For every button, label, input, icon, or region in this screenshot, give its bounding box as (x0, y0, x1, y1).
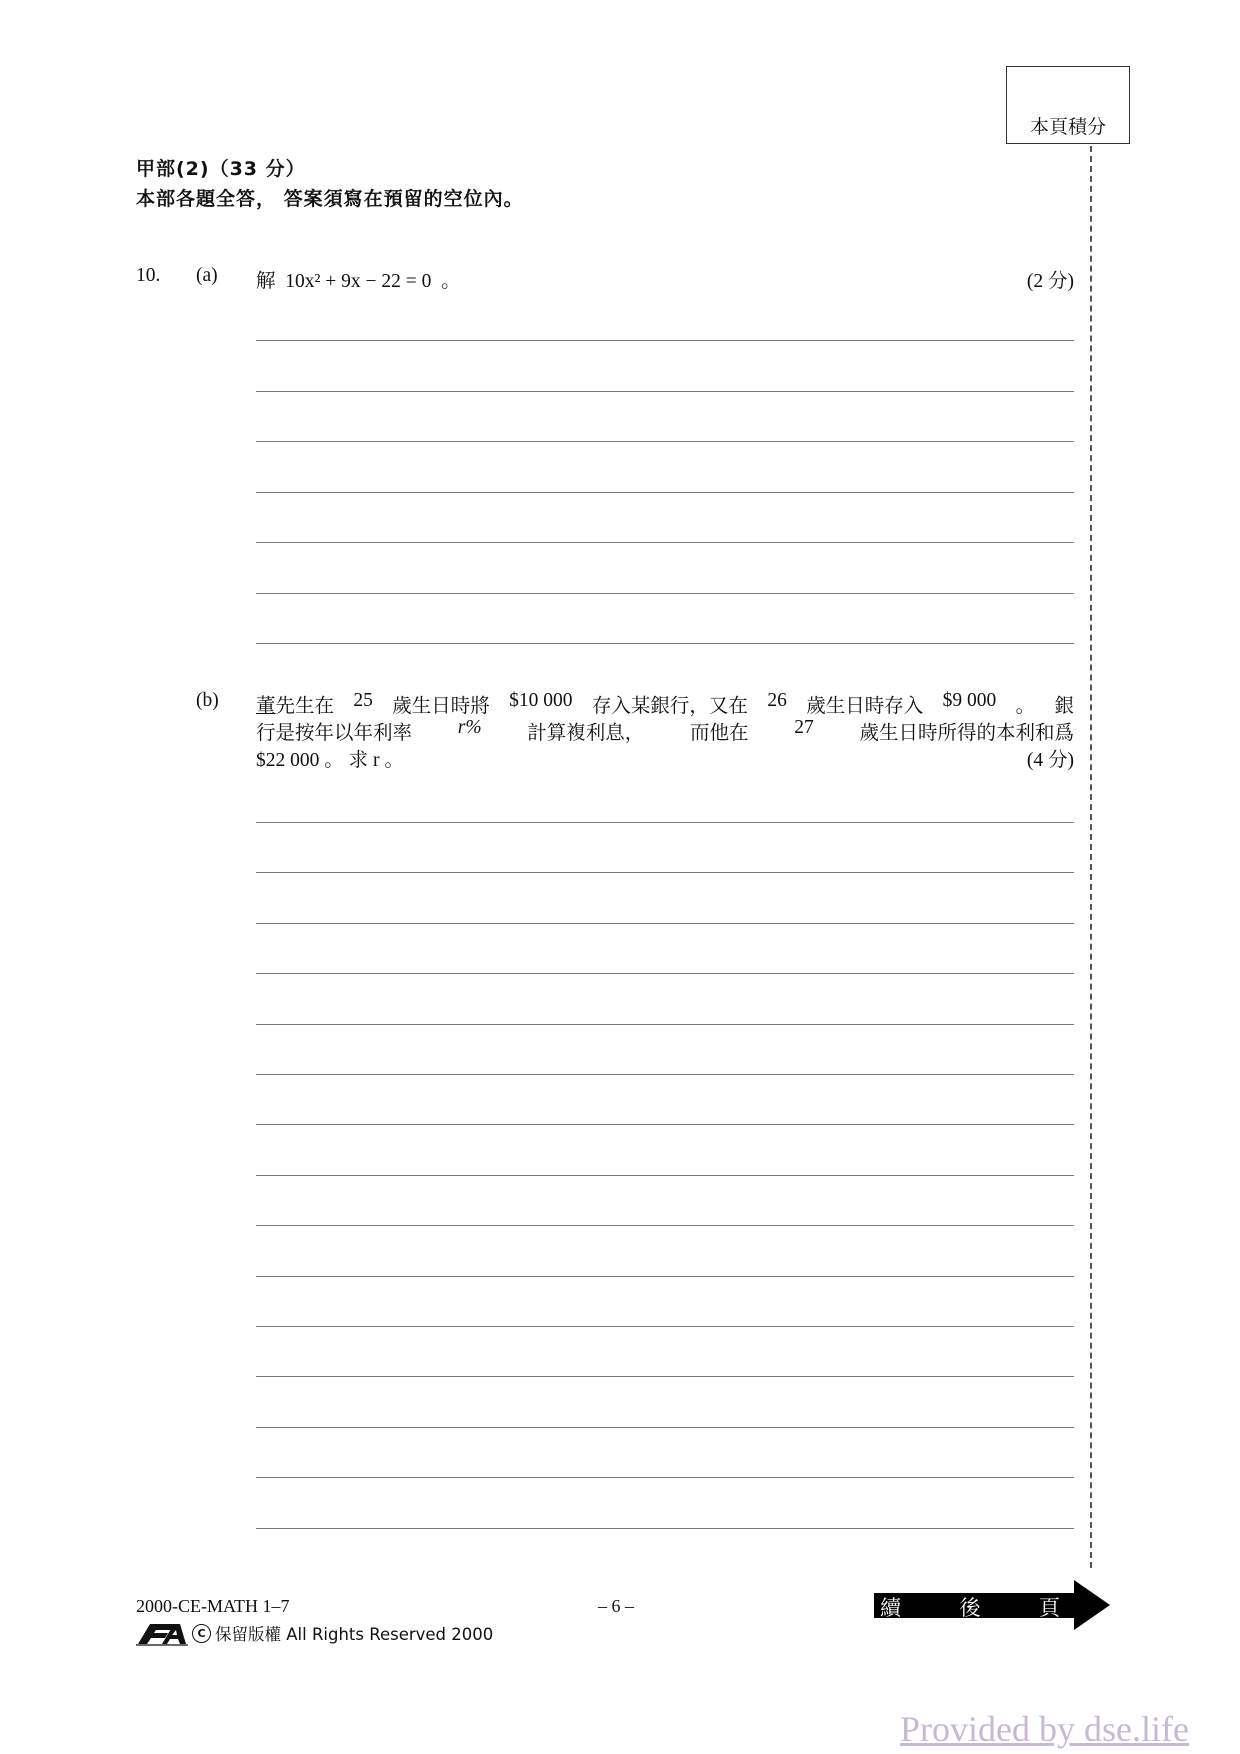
page-score-box (1006, 66, 1130, 144)
part-a-equation: 10x² + 9x − 22 = 0 (285, 271, 432, 292)
part-a-question (256, 265, 461, 293)
part-a-marks: (2 分) (1026, 271, 1074, 292)
answer-line (256, 593, 1074, 594)
part-b-line-3-text: $22 000 。 求 r 。 (256, 750, 404, 771)
answer-line (256, 1326, 1074, 1327)
answer-line (256, 542, 1074, 543)
part-b-line-1: 董先生在 25 歲生日時將 $10 000 存入某銀行，又在 26 歲生日時存入 $9 000 。 銀 (256, 690, 1074, 717)
answer-line (256, 1427, 1074, 1428)
part-a-prefix: 解 (256, 271, 276, 292)
part-b-marks: (4 分) (1026, 750, 1074, 771)
answer-line (256, 1074, 1074, 1075)
marking-margin-line (1090, 146, 1092, 1568)
answer-line (256, 923, 1074, 924)
answer-line (256, 1276, 1074, 1277)
answer-line (256, 340, 1074, 341)
section-instruction: 本部各題全答， 答案須寫在預留的空位內。 (136, 188, 524, 210)
answer-line (256, 391, 1074, 392)
hkeaa-logo (136, 1620, 188, 1646)
answer-line (256, 1175, 1074, 1176)
answer-line (256, 822, 1074, 823)
person-name: 董 (256, 696, 276, 717)
copyright-text: 保留版權 All Rights Reserved 2000 (215, 1625, 494, 1644)
part-b-line-2: 行是按年以年利率 r% 計算複利息， 而他在 27 歲生日時所得的本利和爲 (256, 717, 1074, 744)
question-number: 10. (136, 265, 161, 286)
answer-line (256, 643, 1074, 644)
answer-line (256, 1376, 1074, 1377)
watermark: Provided by dse.life (900, 1709, 1189, 1749)
answer-line (256, 1477, 1074, 1478)
section-title: 甲部(2)（33 分） (136, 158, 306, 180)
copyright-icon: C (192, 1624, 211, 1643)
paper-code: 2000-CE-MATH 1–7 (136, 1596, 290, 1616)
copyright-notice (136, 1620, 493, 1646)
answer-line (256, 1225, 1074, 1226)
continue-next-page-label: 續 後 頁 (880, 1596, 1060, 1620)
answer-line (256, 973, 1074, 974)
answer-line (256, 492, 1074, 493)
answer-line (256, 1124, 1074, 1125)
part-b-label: (b) (196, 690, 219, 711)
part-b-line-3 (256, 744, 1074, 772)
page-score-label: 本頁積分 (1029, 116, 1106, 138)
part-a-label: (a) (196, 265, 218, 286)
answer-line (256, 1024, 1074, 1025)
answer-line (256, 1528, 1074, 1529)
answer-line (256, 872, 1074, 873)
answer-line (256, 441, 1074, 442)
part-a-suffix: 。 (441, 271, 461, 292)
page-number: – 6 – (598, 1596, 634, 1616)
